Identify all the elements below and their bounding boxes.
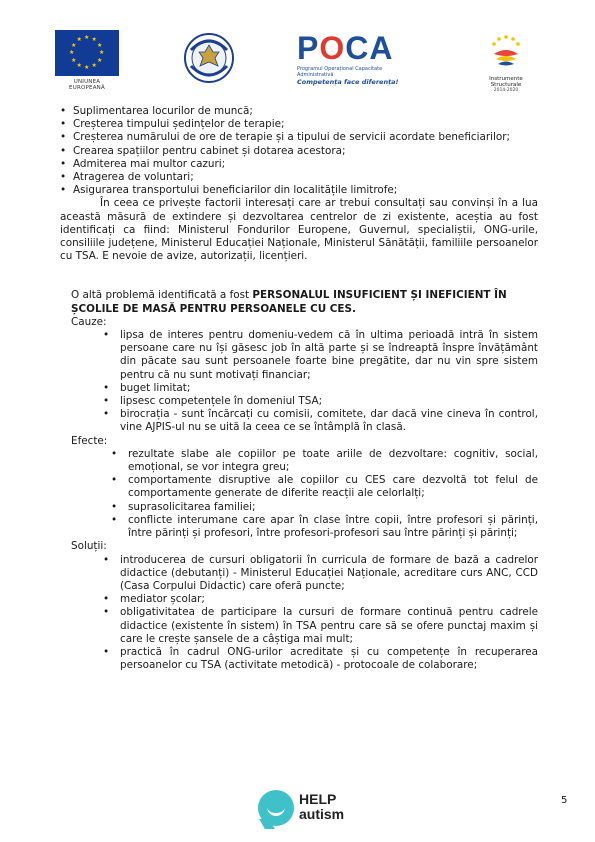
list-item: • Creșterea numărului de ore de terapie și a tipului de servicii acordate beneficiarilor; — [60, 131, 538, 144]
instruments-emblem-icon — [486, 32, 526, 72]
list-item: • Atragerea de voluntari; — [60, 171, 538, 184]
eu-caption: UNIUNEA EUROPEANĂ — [69, 79, 105, 91]
measures-list — [60, 105, 538, 197]
eu-star-icon: ★ — [96, 41, 103, 49]
poca-wordmark: POCA — [297, 30, 394, 66]
list-item: • Admiterea mai multor cazuri; — [60, 158, 538, 171]
eu-star-icon: ★ — [71, 41, 77, 49]
list-item: • lipsa de interes pentru domeniu-vedem că în ultima perioadă intră în sistem persoane care nu își găsesc job în altă parte și se îndreaptă înspre învățământ din păcate sau sunt persoanele foarte bine pregătite, dar nu vin spre sistem pentru că nu sunt motivați financiar; — [103, 329, 538, 382]
list-item: • comportamente disruptive ale copiilor cu CES care dezvoltă tot felul de comportamente generate de diferite reacții ale celorlalți; — [111, 474, 538, 500]
eu-star-icon: ★ — [91, 36, 97, 43]
list-item: • birocrația - sunt încărcați cu comisii, comitete, dar dacă vine cineva în control, vine AJPIS-ul nu se uită la ceea ce se întâmplă în clasă. — [103, 408, 538, 434]
problem-section — [60, 289, 538, 672]
eu-star-icon: ★ — [69, 49, 75, 56]
eu-star-icon: ★ — [91, 61, 97, 69]
poca-subtitle: Programul Operațional Capacitate Administrativă — [297, 66, 383, 78]
list-item: • buget limitat; — [103, 382, 538, 395]
list-item: • conflicte interumane care apar în clase între copii, între profesori și părinți, între părinți și profesori, între profesori-profesori sau între părinți și părinți; — [111, 514, 538, 540]
eu-logo — [55, 30, 119, 91]
solutions-list — [71, 554, 538, 673]
list-item: • mediator școlar; — [103, 593, 538, 606]
structural-instruments-logo — [476, 32, 536, 94]
list-item: • suprasolicitarea familiei; — [111, 501, 538, 514]
instruments-years: 2014-2020 — [493, 88, 519, 93]
list-item: • Asigurarea transportului beneficiarilor din localitățile limitrofe; — [60, 184, 538, 197]
list-item: • rezultate slabe ale copiilor pe toate ariile de dezvoltare: cognitiv, social, emoțional, se vor integra greu; — [111, 448, 538, 474]
speech-bubble-icon — [258, 790, 294, 826]
list-item: • Suplimentarea locurilor de muncă; — [60, 105, 538, 118]
eu-star-icon: ★ — [76, 61, 82, 69]
causes-label: Cauze: — [71, 315, 107, 328]
eu-star-icon: ★ — [84, 34, 90, 41]
list-item: • Creșterea timpului ședințelor de terapie; — [60, 118, 538, 131]
stakeholders-paragraph: În ceea ce privește factorii interesați care ar trebui consultați sau convinși în a lua această măsură de extindere și dezvoltarea centrelor de zi existente, aceștia au fost identificați ca fiind: Ministerul Fondurilor Europene, Guvernul, specialiștii, ONG-urile, consiliile județene, Ministerul Educației Naționale, Ministerul Sănătății, familiile persoanelor cu TSA. E nevoie de avize, autorizații, licențieri. — [60, 197, 538, 263]
header-logos — [0, 22, 595, 92]
eu-star-icon: ★ — [96, 56, 103, 64]
page-number: 5 — [561, 795, 568, 806]
problem-statement: O altă problemă identificată a fost PERSONALUL INSUFICIENT ȘI INEFICIENT ÎN ȘCOLILE DE MASĂ PENTRU PERSOANELE CU CES. — [71, 289, 507, 315]
eu-star-icon: ★ — [76, 36, 82, 43]
list-item: • practică în cadrul ONG-urilor acreditate și cu competențe în recuperarea persoanelor cu TSA (activitate metodică) - protocoale de colaborare; — [103, 646, 538, 672]
romanian-government-seal — [183, 32, 235, 84]
logo-text-autism: autism — [299, 806, 345, 822]
effects-label: Efecte: — [71, 434, 108, 447]
list-item: • introducerea de cursuri obligatorii în curricula de formare de bază a cadrelor didactice (debutanți) - Ministerul Educației Naționale, acreditare curs ANC, CCD (Casa Corpului Didactic) care oferă puncte; — [103, 554, 538, 594]
page-content — [60, 105, 538, 672]
eu-star-icon: ★ — [71, 56, 77, 64]
poca-slogan: Competența face diferența! — [297, 78, 399, 86]
eu-star-icon: ★ — [84, 64, 90, 71]
eu-flag-icon — [55, 30, 119, 76]
list-item: • lipsesc competențele în domeniul TSA; — [103, 395, 538, 408]
logo-text-help: HELP — [299, 791, 337, 807]
eu-star-icon: ★ — [99, 49, 105, 56]
list-item: • Crearea spațiilor pentru cabinet și dotarea acestora; — [60, 145, 538, 158]
poca-logo — [297, 30, 419, 86]
solutions-label: Soluții: — [71, 540, 107, 553]
causes-list — [71, 329, 538, 435]
effects-list — [71, 448, 538, 540]
help-autism-logo — [258, 788, 345, 828]
list-item: • obligativitatea de participare la cursuri de formare continuă pentru cadrele didactice (existente în sistem) în TSA pentru care să se ofere punctaj maxim și care le crește șansele de a câștiga mai mult; — [103, 606, 538, 646]
problem-title: PERSONALUL INSUFICIENT ȘI INEFICIENT ÎN ȘCOLILE DE MASĂ PENTRU PERSOANELE CU CES. — [71, 289, 507, 315]
instruments-caption: Instrumente Structurale — [489, 76, 523, 88]
